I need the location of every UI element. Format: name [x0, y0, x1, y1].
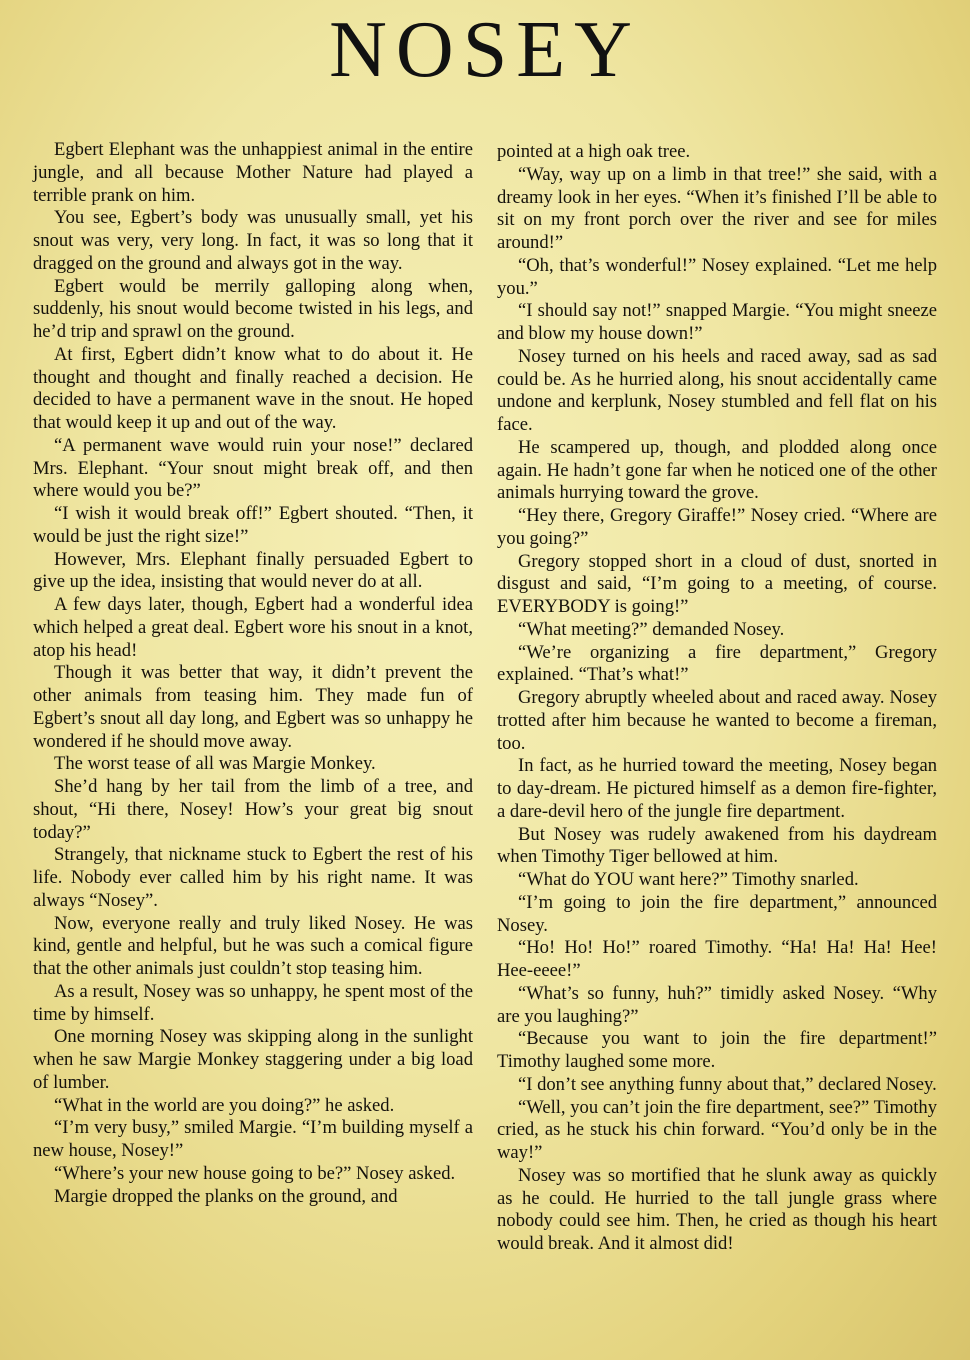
paragraph: Gregory stopped short in a cloud of dust, snorted in disgust and said, “I’m going to a meeting, of course. EVERYBODY is going!”: [497, 550, 937, 617]
paragraph: Egbert would be merrily galloping along when, suddenly, his snout would become twisted in his legs, and he’d trip and sprawl on the ground.: [33, 275, 473, 342]
paragraph: “What do YOU want here?” Timothy snarled.: [518, 869, 859, 890]
story-title: NOSEY: [329, 6, 641, 94]
paragraph: “I’m going to join the fire department,” announced Nosey.: [497, 891, 937, 936]
paragraph: “A permanent wave would ruin your nose!” declared Mrs. Elephant. “Your snout might break off, and then where would you be?”: [33, 434, 473, 502]
paragraph: You see, Egbert’s body was unusually small, yet his snout was very, very long. In fact, it was so long that it dragged on the ground and always got in the way.: [33, 207, 473, 274]
paragraph-continuation: pointed at a high oak tree.: [497, 141, 691, 162]
paragraph: Margie dropped the planks on the ground, and: [54, 1185, 398, 1207]
paragraph: But Nosey was rudely awakened from his daydream when Timothy Tiger bellowed at him.: [497, 823, 937, 868]
paragraph: Though it was better that way, it didn’t prevent the other animals from teasing him. They made fun of Egbert’s snout all day long, and Egbert was so unhappy he wondered if he should move away.: [33, 662, 473, 752]
paragraph: “I’m very busy,” smiled Margie. “I’m building myself a new house, Nosey!”: [33, 1117, 473, 1161]
paragraph: “Because you want to join the fire department!” Timothy laughed some more.: [497, 1028, 937, 1072]
left-column: [33, 139, 473, 1208]
paragraph: However, Mrs. Elephant finally persuaded Egbert to give up the idea, insisting that would never do at all.: [33, 548, 473, 593]
paragraph: She’d hang by her tail from the limb of a tree, and shout, “Hi there, Nosey! How’s your great big snout today?”: [33, 776, 473, 843]
paragraph: Strangely, that nickname stuck to Egbert the rest of his life. Nobody ever called him by his right name. It was always “Nosey”.: [33, 844, 473, 911]
paragraph: “Way, way up on a limb in that tree!” she said, with a dreamy look in her eyes. “When it’s finished I’ll be able to sit on my front porch over the river and see for miles around!”: [497, 163, 937, 253]
paragraph: At first, Egbert didn’t know what to do about it. He thought and thought and finally reached a decision. He decided to have a permanent wave in the snout. He hoped that would keep it up and out of the way.: [33, 343, 473, 433]
paragraph: “I should say not!” snapped Margie. “You might sneeze and blow my house down!”: [497, 300, 937, 344]
paragraph: Egbert Elephant was the unhappiest animal in the entire jungle, and all because Mother Nature had played a terrible prank on him.: [33, 139, 473, 206]
paragraph: “What meeting?” demanded Nosey.: [518, 618, 785, 640]
paragraph: “I don’t see anything funny about that,” declared Nosey.: [518, 1073, 937, 1095]
paragraph: “Oh, that’s wonderful!” Nosey explained. “Let me help you.”: [497, 254, 937, 299]
paragraph: A few days later, though, Egbert had a wonderful idea which helped a great deal. Egbert wore his snout in a knot, atop his head!: [33, 594, 473, 661]
paragraph: As a result, Nosey was so unhappy, he spent most of the time by himself.: [33, 980, 473, 1025]
paragraph: The worst tease of all was Margie Monkey.: [54, 753, 376, 775]
paragraph: “Hey there, Gregory Giraffe!” Nosey cried. “Where are you going?”: [497, 505, 937, 549]
paragraph: One morning Nosey was skipping along in the sunlight when he saw Margie Monkey staggering under a big load of lumber.: [33, 1026, 473, 1093]
paragraph: Gregory abruptly wheeled about and raced away. Nosey trotted after him because he wanted to become a fireman, too.: [497, 687, 937, 754]
paragraph: “I wish it would break off!” Egbert shouted. “Then, it would be just the right size!”: [33, 503, 473, 547]
paragraph: In fact, as he hurried toward the meeting, Nosey began to day-dream. He pictured himself as a demon fire-fighter, a dare-devil hero of the jungle fire department.: [497, 755, 937, 822]
paragraph: “What’s so funny, huh?” timidly asked Nosey. “Why are you laughing?”: [497, 982, 937, 1027]
paragraph: He scampered up, though, and plodded along once again. He hadn’t gone far when he noticed one of the other animals hurrying toward the grove.: [497, 436, 937, 504]
paragraph: Now, everyone really and truly liked Nosey. He was kind, gentle and helpful, but he was such a comical figure that the other animals just couldn’t stop teasing him.: [33, 912, 473, 979]
paragraph: “Well, you can’t join the fire department, see?” Timothy cried, as he stuck his chin forward. “You’d only be in the way!”: [497, 1096, 937, 1163]
paragraph: “We’re organizing a fire department,” Gregory explained. “That’s what!”: [497, 641, 937, 686]
paragraph: “Where’s your new house going to be?” Nosey asked.: [54, 1162, 456, 1184]
paragraph: Nosey turned on his heels and raced away, sad as sad could be. As he hurried along, his snout accidentally came undone and kerplunk, Nosey stumbled and fell flat on his face.: [497, 345, 937, 435]
paragraph: “Ho! Ho! Ho!” roared Timothy. “Ha! Ha! Ha! Hee! Hee-eeee!”: [497, 937, 937, 981]
paragraph: Nosey was so mortified that he slunk away as quickly as he could. He hurried to the tall jungle grass where nobody could see him. Then, he cried as though his heart would break. And it almost did!: [497, 1164, 937, 1254]
paragraph: “What in the world are you doing?” he asked.: [54, 1094, 395, 1116]
right-column: [497, 141, 937, 1256]
